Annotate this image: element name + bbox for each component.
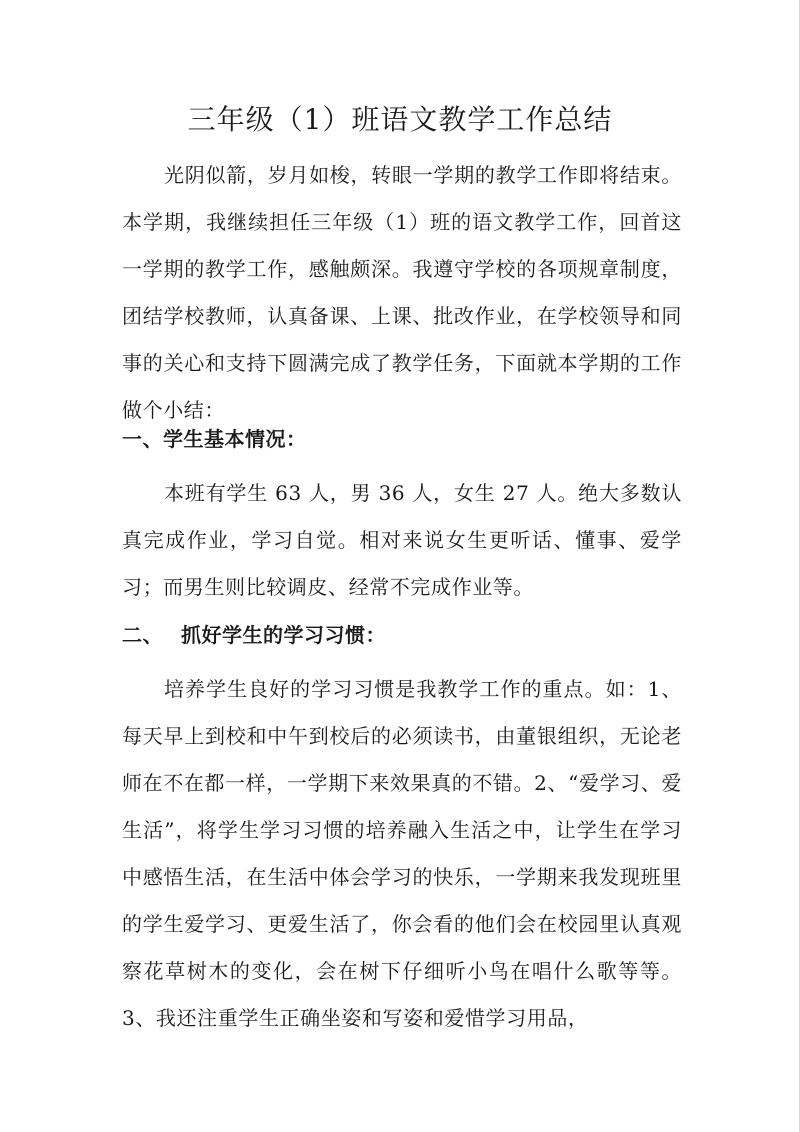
section-1-number: 一、 — [122, 427, 163, 451]
section-1-heading — [122, 424, 682, 454]
section-2-heading — [122, 620, 682, 650]
section-2-body: 培养学生良好的学习习惯是我教学工作的重点。如：1、每天早上到校和中午到校后的必须读书，由董银组织，无论老师在不在都一样，一学期下来效果真的不错。2、“爱学习、爱生活”，将学生学习习惯的培养融入生活之中，让学生在学习中感悟生活，在生活中体会学习的快乐，一学期来我发现班里的学生爱学习、更爱生活了，你会看的他们会在校园里认真观察花草树木的变化，会在树下仔细听小鸟在唱什么歌等等。3、我还注重学生正确坐姿和写姿和爱惜学习用品， — [122, 677, 682, 1030]
document-title: 三年级（1）班语文教学工作总结 — [187, 103, 613, 136]
section-2-title: 抓好学生的学习习惯： — [181, 623, 386, 647]
section-1-body: 本班有学生 63 人，男 36 人，女生 27 人。绝大多数认真完成作业，学习自觉。相对来说女生更听话、懂事、爱学习；而男生则比较调皮、经常不完成作业等。 — [122, 481, 682, 599]
section-1-title: 学生基本情况： — [163, 427, 307, 451]
section-2-number: 二、 — [122, 623, 163, 647]
intro-paragraph: 光阴似箭，岁月如梭，转眼一学期的教学工作即将结束。本学期，我继续担任三年级（1）班的语文教学工作，回首这一学期的教学工作，感触颇深。我遵守学校的各项规章制度，团结学校教师，认真备课、上课、批改作业，在学校领导和同事的关心和支持下圆满完成了教学任务，下面就本学期的工作做个小结： — [122, 163, 682, 422]
